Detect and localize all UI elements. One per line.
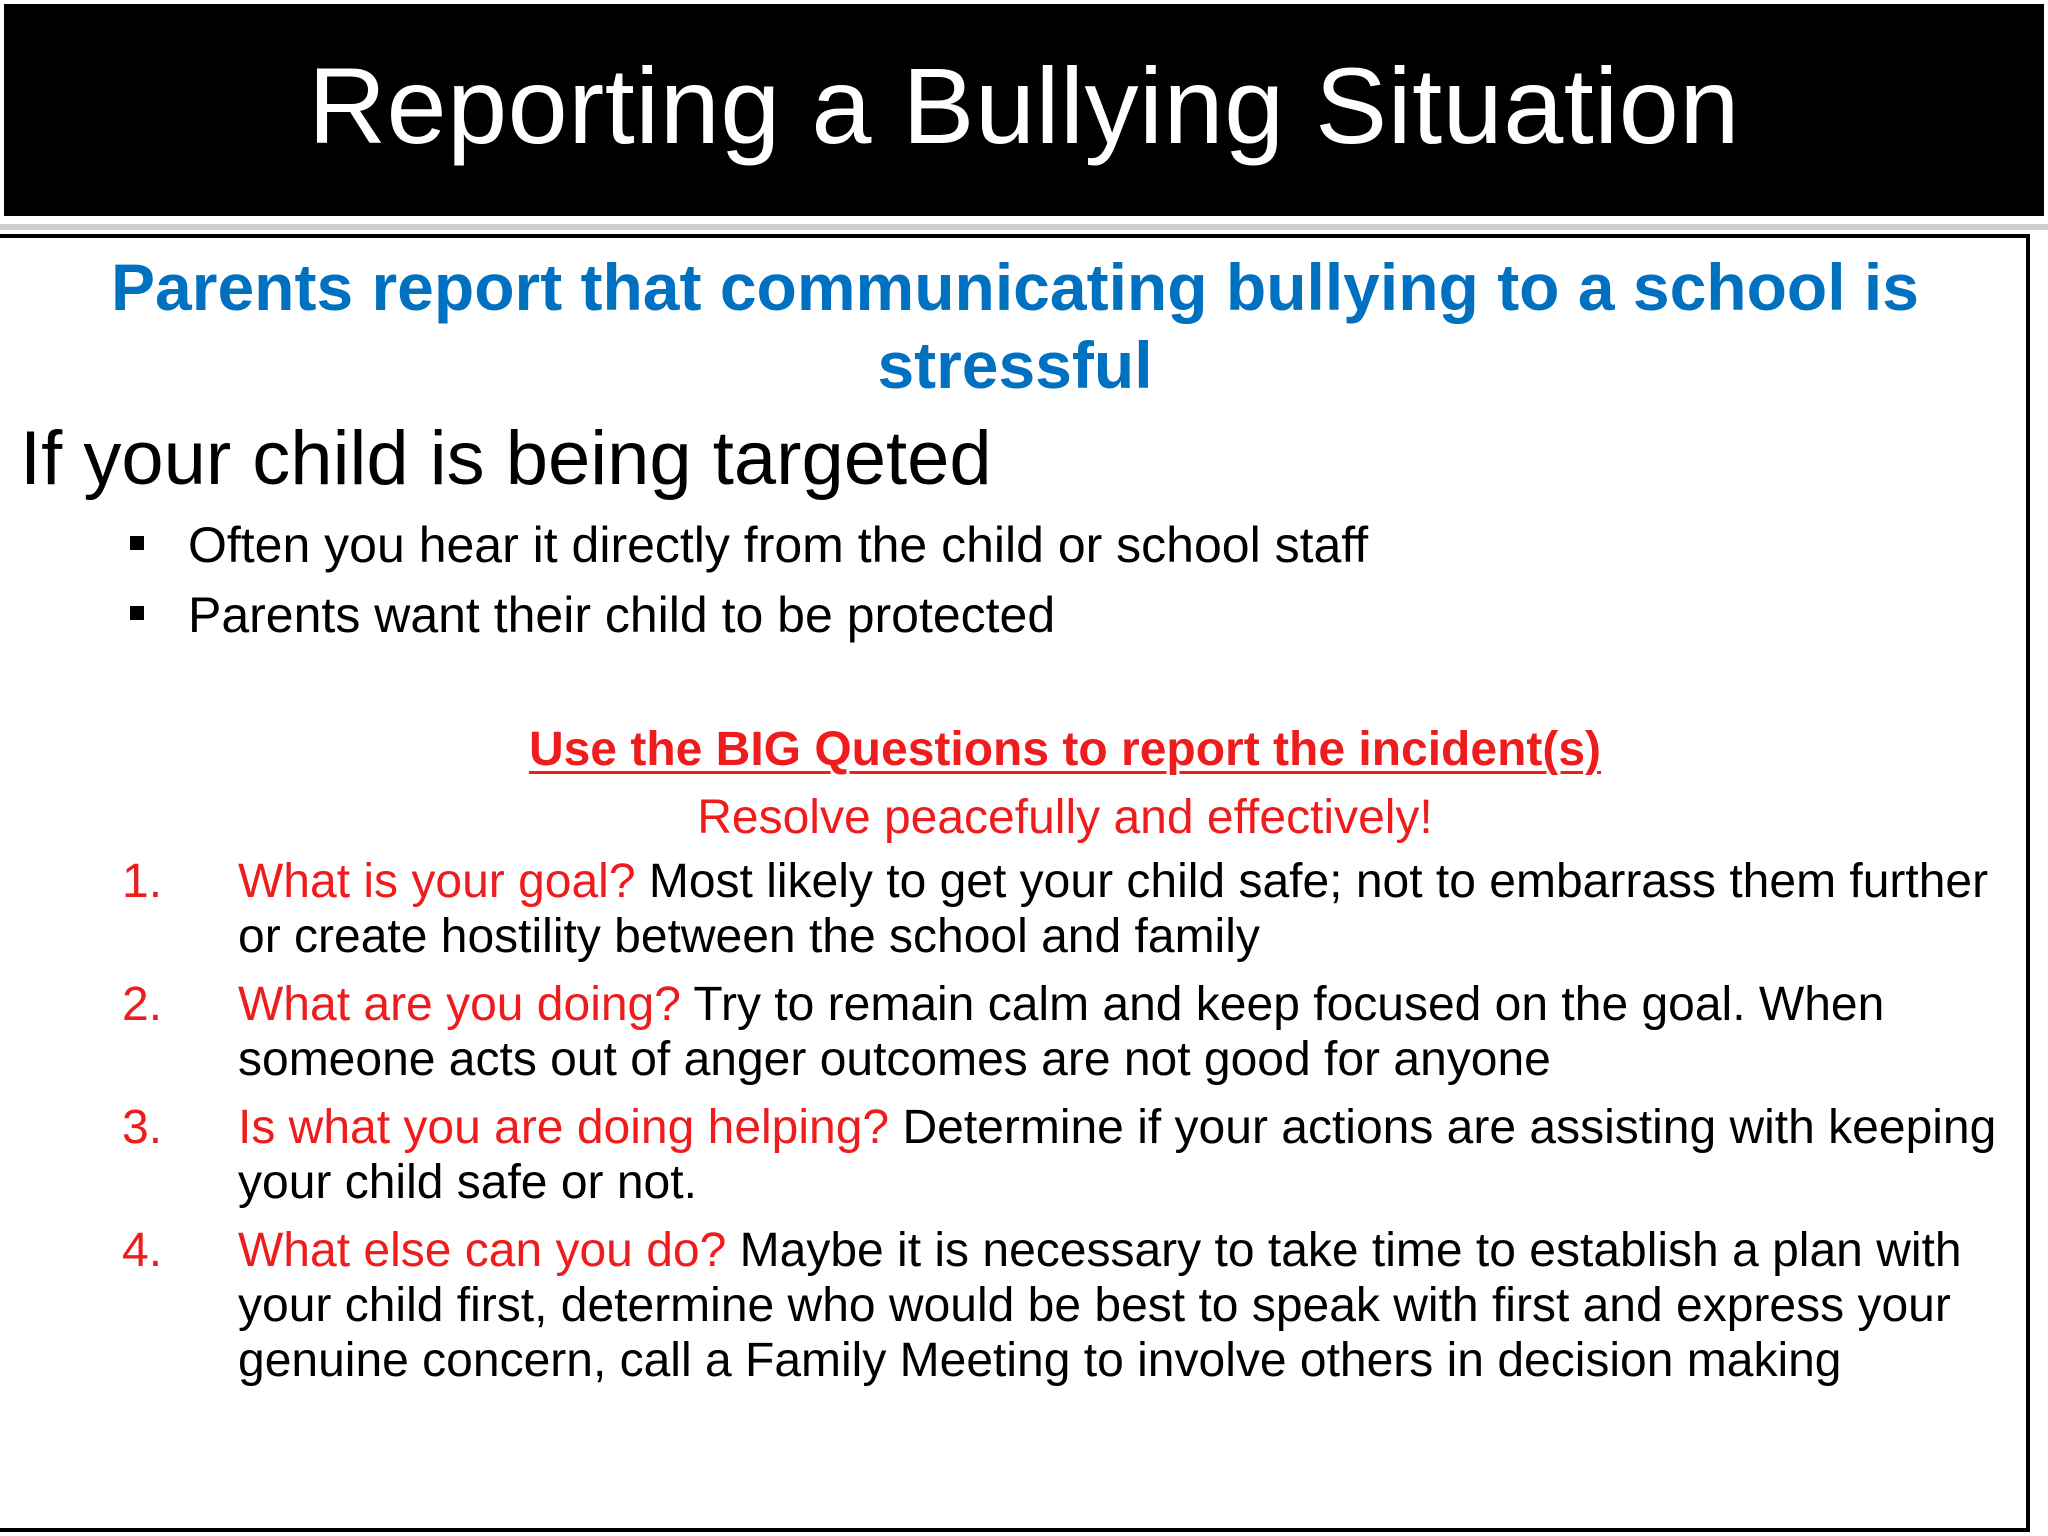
question-text: What is your goal?	[238, 855, 636, 908]
question-item	[120, 854, 2010, 964]
title-divider	[0, 224, 2048, 230]
slide-title: Reporting a Bullying Situation	[308, 45, 1740, 166]
question-number: 1.	[122, 855, 163, 908]
bullet-list	[120, 510, 1368, 650]
question-number: 4.	[122, 1224, 163, 1277]
big-questions-heading: Use the BIG Questions to report the incident(s)	[528, 723, 1602, 776]
title-bar	[4, 4, 2044, 216]
square-bullet-icon	[130, 536, 144, 550]
question-text: What else can you do?	[238, 1224, 727, 1277]
question-text: Is what you are doing helping?	[238, 1101, 890, 1154]
question-answer: Most likely to get your child safe; not to embarrass them further or create hostility between the school and family	[238, 855, 1989, 963]
question-text: What are you doing?	[238, 978, 681, 1031]
question-answer: Maybe it is necessary to take time to establish a plan with your child first, determine who would be best to speak with first and express your genuine concern, call a Family Meeting to involve others in decision making	[238, 1224, 1962, 1387]
lead-heading: If your child is being targeted	[20, 416, 992, 501]
subheading: Parents report that communicating bullying to a school is stressful	[111, 250, 1919, 402]
question-item	[120, 977, 2010, 1087]
question-item	[120, 1223, 2010, 1388]
question-item	[120, 1100, 2010, 1210]
bullet-text: Often you hear it directly from the child or school staff	[188, 517, 1369, 573]
bullet-item	[120, 510, 1368, 580]
bullet-item	[120, 580, 1368, 650]
question-number: 2.	[122, 978, 163, 1031]
question-answer: Try to remain calm and keep focused on the goal. When someone acts out of anger outcomes are not good for anyone	[238, 978, 1885, 1086]
question-answer: Determine if your actions are assisting with keeping your child safe or not.	[238, 1101, 1997, 1209]
bullet-text: Parents want their child to be protected	[188, 587, 1056, 643]
question-number: 3.	[122, 1101, 163, 1154]
big-questions-list	[120, 854, 2010, 1401]
square-bullet-icon	[130, 606, 144, 620]
resolve-line: Resolve peacefully and effectively!	[697, 791, 1433, 844]
